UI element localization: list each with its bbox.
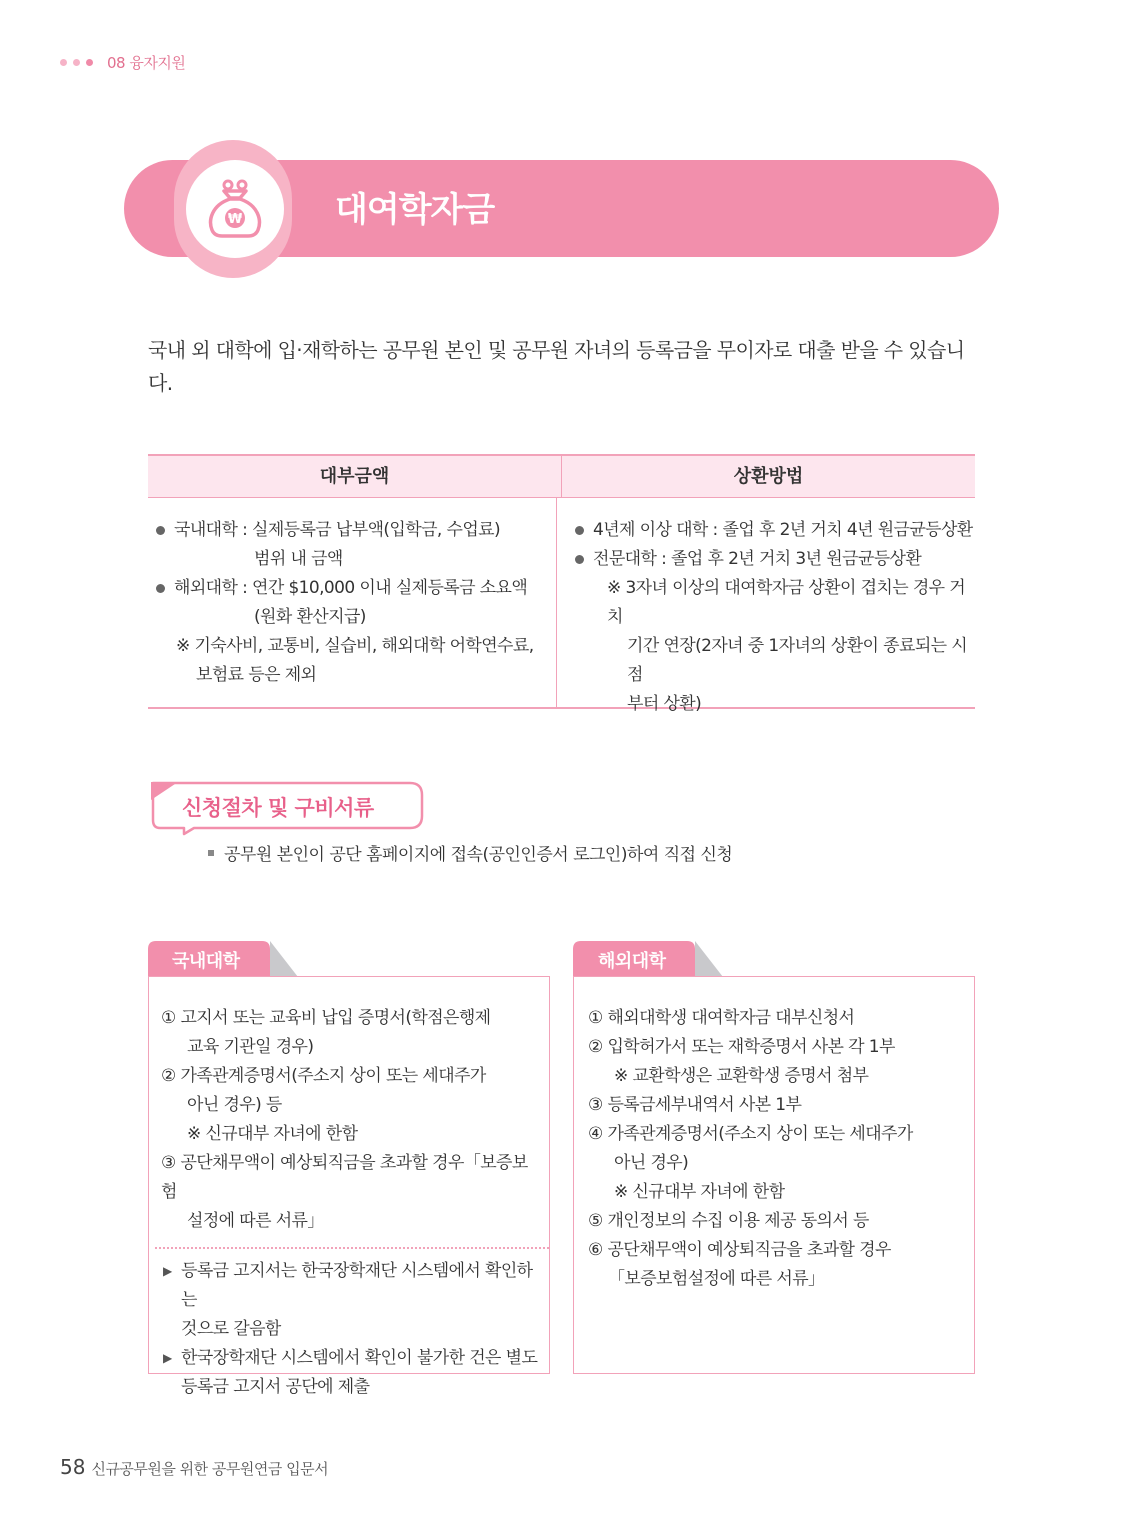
- page-footer: [60, 1455, 328, 1479]
- section-label: 08 융자지원: [107, 54, 186, 72]
- amount-domestic: 국내대학 : 실제등록금 납부액(입학금, 수업료): [152, 516, 556, 545]
- list-note: ※ 신규대부 자녀에 한함: [187, 1124, 358, 1144]
- procedure-label: 신청절차 및 구비서류: [182, 796, 374, 820]
- money-bag-won-icon: [186, 160, 284, 258]
- list-note: ※ 신규대부 자녀에 한함: [614, 1182, 785, 1202]
- book-title: 신규공무원을 위한 공무원연금 입문서: [91, 1460, 329, 1478]
- amount-overseas: 해외대학 : 연간 $10,000 이내 실제등록금 소요액: [152, 574, 556, 603]
- loan-table: [148, 454, 975, 714]
- procedure-item: 공무원 본인이 공단 홈페이지에 접속(공인인증서 로그인)하여 직접 신청: [208, 840, 732, 865]
- repay-item: 4년제 이상 대학 : 졸업 후 2년 거치 4년 원금균등상환: [571, 516, 975, 545]
- loan-table-body: [148, 498, 975, 714]
- arrow-list-item: ▶ 등록금 고지서는 한국장학재단 시스템에서 확인하는 것으로 갈음함: [161, 1257, 543, 1344]
- list-item: ⑥ 공단채무액이 예상퇴직금을 초과할 경우 「보증보험설정에 따른 서류」: [588, 1240, 891, 1289]
- dot-icon: [60, 59, 67, 66]
- divider: [155, 1247, 549, 1249]
- amount-note: ※ 기숙사비, 교통비, 실습비, 해외대학 어학연수료, 보험료 등은 제외: [176, 636, 534, 685]
- overseas-docs-box: [573, 976, 975, 1374]
- header-amount: 대부금액: [319, 466, 390, 487]
- list-note: ※ 교환학생은 교환학생 증명서 첨부: [614, 1066, 869, 1086]
- repay-item: 전문대학 : 졸업 후 2년 거치 3년 원금균등상환: [571, 545, 975, 574]
- amount-cell: [148, 498, 556, 707]
- list-item: ② 가족관계증명서(주소지 상이 또는 세대주가 아닌 경우) 등: [161, 1066, 486, 1115]
- list-item: ⑤ 개인정보의 수집 이용 제공 동의서 등: [588, 1211, 869, 1231]
- header-repay: 상환방법: [561, 456, 975, 497]
- intro-text: 국내 외 대학에 입·재학하는 공무원 본인 및 공무원 자녀의 등록금을 무이자로 대출 받을 수 있습니다.: [148, 338, 965, 395]
- won-symbol: ₩: [227, 212, 243, 227]
- list-item: ① 해외대학생 대여학자금 대부신청서: [588, 1008, 855, 1028]
- square-bullet-icon: [208, 850, 214, 856]
- amount-overseas-cont: (원화 환산지급): [254, 607, 366, 627]
- amount-domestic-cont: 범위 내 금액: [254, 549, 343, 569]
- list-item: ① 고지서 또는 교육비 납입 증명서(학점은행제 교육 기관일 경우): [161, 1008, 491, 1057]
- dot-icon: [73, 59, 80, 66]
- domestic-docs-box: [148, 976, 550, 1397]
- repay-cell: [556, 498, 975, 714]
- overseas-tab-label: 해외대학: [598, 951, 666, 972]
- domestic-tab-label: 국내대학: [172, 951, 240, 972]
- list-item: ③ 등록금세부내역서 사본 1부: [588, 1095, 802, 1115]
- loan-table-header: [148, 456, 975, 498]
- list-item: ② 입학허가서 또는 재학증명서 사본 각 1부: [588, 1037, 895, 1057]
- page-number: 58: [60, 1455, 86, 1479]
- page-title: 대여학자금: [335, 190, 495, 230]
- list-item: ③ 공단채무액이 예상퇴직금을 초과할 경우「보증보험 설정에 따른 서류」: [161, 1153, 528, 1231]
- dot-icon: [86, 59, 93, 66]
- arrow-list-item: ▶ 한국장학재단 시스템에서 확인이 불가한 건은 별도 등록금 고지서 공단에 제출: [161, 1344, 543, 1402]
- repay-note: ※ 3자녀 이상의 대여학자금 상환이 겹치는 경우 거치 기간 연장(2자녀 중 1자녀의 상환이 종료되는 시점 부터 상환): [607, 578, 968, 714]
- list-item: ④ 가족관계증명서(주소지 상이 또는 세대주가 아닌 경우): [588, 1124, 913, 1173]
- section-header: [60, 52, 185, 73]
